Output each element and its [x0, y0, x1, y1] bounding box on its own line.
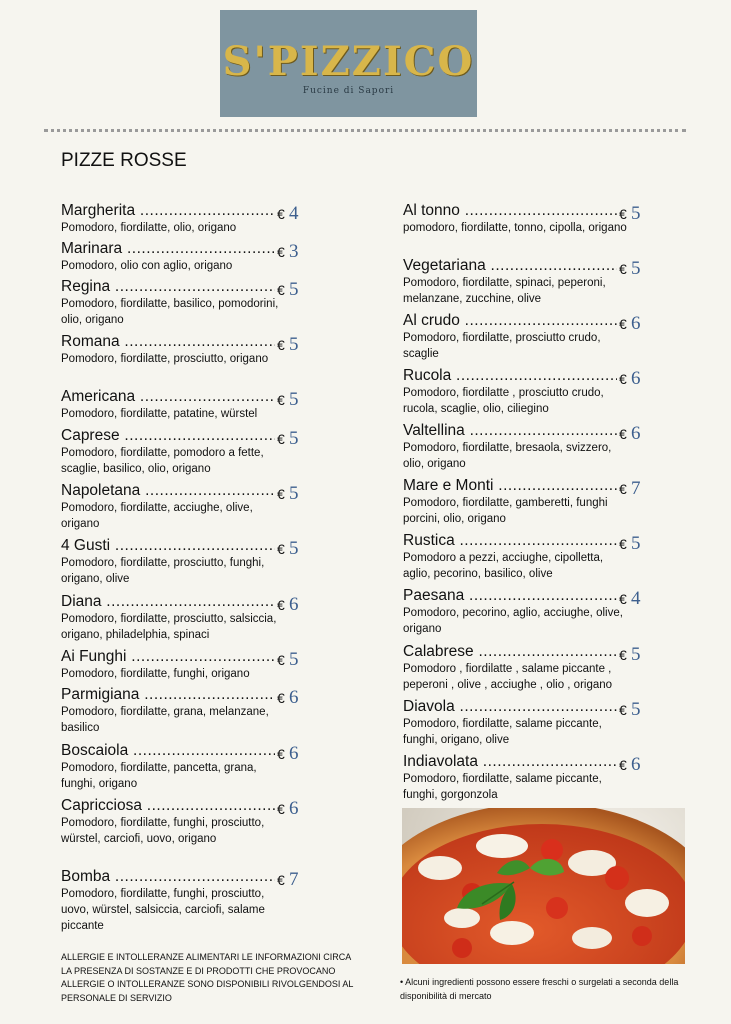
menu-item — [403, 697, 693, 748]
item-name: Mare e Monti ..... — [403, 476, 617, 495]
item-price: € 5 — [619, 533, 641, 554]
item-description: Pomodoro, fiordilatte, gamberetti, funghi porcini, olio, origano — [403, 497, 608, 525]
item-description: Pomodoro, fiordilatte, pomodoro a fette, scaglie, basilico, olio, origano — [61, 447, 264, 475]
menu-item — [61, 796, 351, 847]
section-title: PIZZE ROSSE — [61, 150, 187, 171]
logo-name: S'PIZZICO — [222, 38, 475, 85]
item-price: € 6 — [277, 743, 299, 764]
item-price: € 6 — [619, 368, 641, 389]
menu-item — [403, 201, 693, 236]
item-price: € 7 — [277, 869, 299, 890]
item-price: € 5 — [619, 644, 641, 665]
menu-item — [61, 647, 351, 682]
item-description: Pomodoro, fiordilatte, olio, origano — [61, 222, 237, 234]
item-name: Paesana ..... — [403, 586, 617, 605]
item-description: Pomodoro, fiordilatte, salame piccante, funghi, origano, olive — [403, 718, 602, 746]
item-name: Valtellina ..... — [403, 421, 617, 440]
item-name: Diana ..... — [61, 592, 275, 611]
item-description: Pomodoro, fiordilatte, prosciutto, funghi, origano, olive — [61, 557, 265, 585]
item-name: Indiavolata ..... — [403, 752, 617, 771]
menu-item — [61, 867, 351, 934]
item-description: Pomodoro, olio con aglio, origano — [61, 260, 233, 272]
menu-item — [403, 421, 693, 472]
logo — [220, 10, 477, 117]
item-price: € 5 — [277, 649, 299, 670]
item-description: Pomodoro, fiordilatte, grana, melanzane, basilico — [61, 706, 269, 734]
item-name: Rucola ..... — [403, 366, 617, 385]
item-name: Bomba ..... — [61, 867, 275, 886]
menu-item — [61, 481, 351, 532]
item-price: € 6 — [277, 687, 299, 708]
item-price: € 5 — [277, 538, 299, 559]
ingredients-note: • Alcuni ingredienti possono essere freschi o surgelati a seconda della disponibilità di mercato — [400, 977, 679, 1001]
menu-item — [403, 311, 693, 362]
item-description: Pomodoro, pecorino, aglio, acciughe, olive, origano — [403, 607, 623, 635]
item-name: Romana ..... — [61, 332, 275, 351]
item-price: € 3 — [277, 241, 299, 262]
item-price: € 7 — [619, 478, 641, 499]
item-price: € 4 — [277, 203, 299, 224]
item-price: € 6 — [277, 798, 299, 819]
item-name: Al crudo ..... — [403, 311, 617, 330]
item-name: Margherita ..... — [61, 201, 275, 220]
item-price: € 5 — [277, 389, 299, 410]
item-description: Pomodoro, fiordilatte, salame piccante, funghi, gorgonzola — [403, 773, 602, 801]
item-name: Marinara ..... — [61, 239, 275, 258]
item-name: 4 Gusti ..... — [61, 536, 275, 555]
item-name: Calabrese ..... — [403, 642, 617, 661]
item-description: Pomodoro, fiordilatte, spinaci, peperoni, melanzane, zucchine, olive — [403, 277, 606, 305]
item-description: Pomodoro, fiordilatte, acciughe, olive, origano — [61, 502, 253, 530]
item-name: Regina ..... — [61, 277, 275, 296]
item-description: Pomodoro, fiordilatte, bresaola, svizzero, olio, origano — [403, 442, 612, 470]
item-description: pomodoro, fiordilatte, tonno, cipolla, origano — [403, 222, 627, 234]
item-price: € 5 — [619, 258, 641, 279]
logo-tagline: Fucine di Sapori — [302, 86, 395, 96]
menu-item — [61, 685, 351, 736]
item-price: € 5 — [277, 334, 299, 355]
item-price: € 6 — [277, 594, 299, 615]
item-description: Pomodoro, fiordilatte, basilico, pomodorini, olio, origano — [61, 298, 279, 326]
item-name: Capricciosa ..... — [61, 796, 275, 815]
item-price: € 5 — [619, 203, 641, 224]
menu-item — [403, 366, 693, 417]
menu-item — [61, 536, 351, 587]
item-name: Ai Funghi ..... — [61, 647, 275, 666]
item-description: Pomodoro, fiordilatte , prosciutto crudo, rucola, scaglie, olio, ciliegino — [403, 387, 604, 415]
item-name: Caprese ..... — [61, 426, 275, 445]
item-price: € 6 — [619, 313, 641, 334]
item-price: € 5 — [277, 428, 299, 449]
menu-item — [61, 332, 351, 367]
menu-item — [403, 642, 693, 693]
menu-item — [403, 476, 693, 527]
item-description: Pomodoro, fiordilatte, prosciutto, salsiccia, origano, philadelphia, spinaci — [61, 613, 277, 641]
menu-item — [61, 201, 351, 236]
item-price: € 5 — [277, 279, 299, 300]
menu-item — [403, 752, 693, 803]
item-name: Al tonno ..... — [403, 201, 617, 220]
menu-item — [61, 387, 351, 422]
item-price: € 4 — [619, 588, 641, 609]
item-name: Rustica ..... — [403, 531, 617, 550]
item-description: Pomodoro , fiordilatte , salame piccante , peperoni , olive , acciughe , olio , origano — [403, 663, 613, 691]
item-description: Pomodoro, fiordilatte, prosciutto crudo, scaglie — [403, 332, 601, 360]
item-description: Pomodoro, fiordilatte, pancetta, grana, funghi, origano — [61, 762, 257, 790]
dotted-divider — [44, 129, 686, 132]
menu-item — [61, 741, 351, 792]
pizza-photo — [402, 808, 685, 964]
item-price: € 6 — [619, 754, 641, 775]
item-name: Napoletana ..... — [61, 481, 275, 500]
item-name: Parmigiana ..... — [61, 685, 275, 704]
item-name: Diavola ..... — [403, 697, 617, 716]
item-name: Americana ..... — [61, 387, 275, 406]
menu-item — [61, 592, 351, 643]
item-description: Pomodoro, fiordilatte, funghi, prosciutto, uovo, würstel, salsiccia, carciofi, salame piccante — [61, 888, 265, 932]
item-description: Pomodoro, fiordilatte, prosciutto, origano — [61, 353, 269, 365]
menu-item — [61, 426, 351, 477]
item-description: Pomodoro, fiordilatte, funghi, origano — [61, 668, 250, 680]
item-description: Pomodoro, fiordilatte, funghi, prosciutto, würstel, carciofi, uovo, origano — [61, 817, 265, 845]
item-description: Pomodoro a pezzi, acciughe, cipolletta, aglio, pecorino, basilico, olive — [403, 552, 604, 580]
menu-item — [61, 239, 351, 274]
menu-item — [403, 586, 693, 637]
menu-item — [403, 531, 693, 582]
item-description: Pomodoro, fiordilatte, patatine, würstel — [61, 408, 258, 420]
allergy-notice: ALLERGIE E INTOLLERANZE ALIMENTARI LE INFORMAZIONI CIRCA LA PRESENZA DI SOSTANZE E DI PRODOTTI CHE PROVOCANO ALLERGIE O INTOLLERANZE SONO DISPONIBILI RIVOLGENDOSI AL PERSONALE DI SERVIZIO — [61, 952, 354, 1003]
item-price: € 5 — [277, 483, 299, 504]
item-price: € 6 — [619, 423, 641, 444]
menu-item — [61, 277, 351, 328]
item-name: Boscaiola ..... — [61, 741, 275, 760]
item-name: Vegetariana ..... — [403, 256, 617, 275]
item-price: € 5 — [619, 699, 641, 720]
menu-item — [403, 256, 693, 307]
